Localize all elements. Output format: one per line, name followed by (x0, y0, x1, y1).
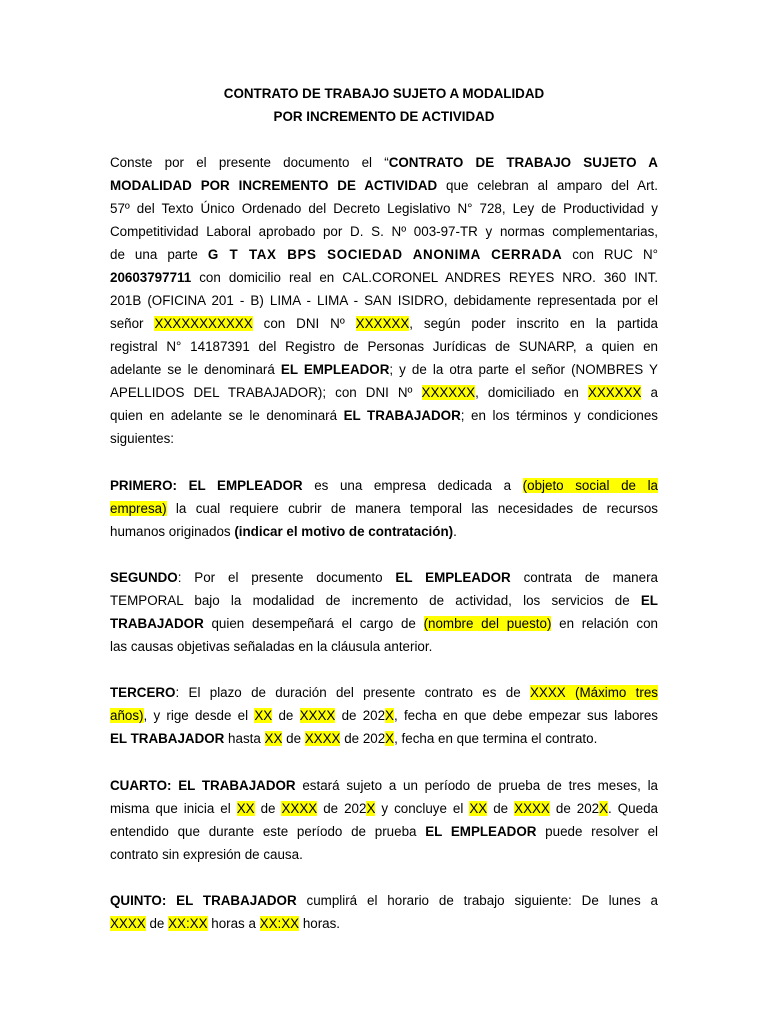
text: adelante se le denominará (110, 362, 281, 377)
trial-start-day-placeholder: XX (236, 801, 255, 816)
text: de 202 (317, 801, 367, 816)
clause-line (110, 681, 658, 704)
end-year-placeholder: X (385, 731, 395, 746)
workday-end-placeholder: XXXX (110, 916, 146, 931)
text: cumplirá el horario de trabajo siguiente: De lunes a (296, 893, 658, 908)
clause-line: las causas objetivas señaladas en la cláusula anterior. (110, 639, 433, 654)
text: de (282, 731, 305, 746)
clause-line (110, 912, 658, 935)
text: APELLIDOS DEL TRABAJADOR); con DNI Nº (110, 385, 422, 400)
text: , según poder inscrito en la partida (409, 316, 659, 331)
text: y concluye el (375, 801, 470, 816)
clause-heading: SEGUNDO (110, 570, 178, 585)
clause-line (110, 889, 658, 912)
text: de (272, 708, 300, 723)
intro-line: siguientes: (110, 431, 175, 446)
clause-line (110, 612, 658, 635)
text: estará sujeto a un período de prueba de tres meses, la (295, 778, 658, 793)
duration-placeholder: años) (110, 708, 144, 723)
representative-name-placeholder: XXXXXXXXXXX (154, 316, 253, 331)
text: ; en los términos y condiciones (460, 408, 658, 423)
text: de 202 (340, 731, 386, 746)
intro-line (110, 243, 658, 266)
text: . Queda (608, 801, 658, 816)
document-title-line-1: CONTRATO DE TRABAJO SUJETO A MODALIDAD (223, 86, 545, 101)
text: de (254, 801, 282, 816)
text: hasta (224, 731, 265, 746)
intro-line: 201B (OFICINA 201 - B) LIMA - LIMA - SAN ISIDRO, debidamente representada por el (110, 293, 658, 308)
end-day-placeholder: XX (264, 731, 283, 746)
text: contrata de manera (510, 570, 658, 585)
trial-end-day-placeholder: XX (469, 801, 488, 816)
employer-ruc: 20603797711 (110, 270, 192, 285)
text: con domicilio real en CAL.CORONEL ANDRES REYES NRO. 360 INT. (191, 270, 658, 285)
text: con DNI Nº (252, 316, 356, 331)
text: misma que inicia el (110, 801, 237, 816)
job-title-placeholder: (nombre del puesto) (423, 616, 552, 631)
business-purpose-placeholder: empresa) (110, 501, 167, 516)
clause-line (110, 520, 658, 543)
text: quien en adelante se le denominará (110, 408, 344, 423)
text: que celebran al amparo del Art. (437, 178, 658, 193)
text: es una empresa dedicada a (302, 478, 523, 493)
trial-start-month-placeholder: XXXX (281, 801, 318, 816)
clause-segundo (110, 566, 658, 658)
end-time-placeholder: XX:XX (259, 916, 300, 931)
intro-paragraph (110, 151, 658, 450)
clause-line (110, 497, 658, 520)
clause-line (110, 566, 658, 589)
text: de 202 (335, 708, 386, 723)
text: , fecha en que termina el contrato. (394, 731, 598, 746)
clause-primero (110, 474, 658, 543)
text: puede resolver el (536, 824, 658, 839)
employer-term: EL EMPLEADOR (280, 362, 390, 377)
text: , fecha en que debe empezar sus labores (393, 708, 658, 723)
business-purpose-placeholder: (objeto social de la (522, 478, 658, 493)
intro-line: registral N° 14187391 del Registro de Personas Jurídicas de SUNARP, a quien en (110, 339, 658, 354)
text: a (641, 385, 658, 400)
intro-line: 57º del Texto Único Ordenado del Decreto Legislativo N° 728, Ley de Productividad y (110, 201, 658, 216)
clause-cuarto (110, 774, 658, 866)
duration-placeholder: XXXX (Máximo tres (529, 685, 658, 700)
intro-line: Competitividad Laboral aprobado por D. S. Nº 003-97-TR y normas complementarias, (110, 224, 658, 239)
text: la cual requiere cubrir de manera temporal las necesidades de recursos (166, 501, 658, 516)
clause-heading: TERCERO (110, 685, 176, 700)
trial-end-year-placeholder: X (599, 801, 609, 816)
text: ; y de la otra parte el señor (NOMBRES Y (389, 362, 658, 377)
clause-line (110, 704, 658, 727)
intro-line (110, 266, 658, 289)
trial-start-year-placeholder: X (366, 801, 376, 816)
representative-dni-placeholder: XXXXXX (355, 316, 410, 331)
start-year-placeholder: X (385, 708, 394, 723)
text: , y rige desde el (143, 708, 255, 723)
text: entendido que durante este período de prueba (110, 824, 426, 839)
text: con RUC N° (562, 247, 659, 262)
text: de una parte (110, 247, 208, 262)
clause-line (110, 727, 658, 750)
intro-line (110, 174, 658, 197)
text: . (453, 524, 457, 539)
text: , domiciliado en (475, 385, 588, 400)
text: de 202 (549, 801, 600, 816)
hiring-reason-placeholder: (indicar el motivo de contratación) (234, 524, 454, 539)
clause-line (110, 474, 658, 497)
text: TEMPORAL bajo la modalidad de incremento de actividad, los servicios de (110, 593, 641, 608)
start-day-placeholder: XX (254, 708, 273, 723)
worker-term: EL TRABAJADOR (110, 731, 225, 746)
start-time-placeholder: XX:XX (168, 916, 208, 931)
employer-term: EL EMPLEADOR (425, 824, 537, 839)
text: : Por el presente documento (177, 570, 396, 585)
employer-company-name: G T TAX BPS SOCIEDAD ANONIMA CERRADA (207, 247, 563, 262)
clause-line (110, 774, 658, 797)
text: horas. (299, 916, 341, 931)
clause-line: contrato sin expresión de causa. (110, 847, 303, 862)
text: horas a (207, 916, 260, 931)
clause-heading: CUARTO: EL TRABAJADOR (110, 778, 296, 793)
worker-term: EL (640, 593, 658, 608)
text: : El plazo de duración del presente contrato es de (175, 685, 530, 700)
worker-term: EL TRABAJADOR (343, 408, 461, 423)
document-title-line-2: POR INCREMENTO DE ACTIVIDAD (273, 109, 495, 124)
clause-line (110, 797, 658, 820)
worker-term: TRABAJADOR (110, 616, 204, 631)
clause-line (110, 589, 658, 612)
clause-tercero (110, 681, 658, 750)
employer-term: EL EMPLEADOR (395, 570, 511, 585)
clause-heading: PRIMERO: EL EMPLEADOR (110, 478, 303, 493)
text: humanos originados (110, 524, 235, 539)
clause-line (110, 820, 658, 843)
worker-dni-placeholder: XXXXXX (421, 385, 476, 400)
contract-name-bold: CONTRATO DE TRABAJO SUJETO A (388, 155, 658, 170)
worker-address-placeholder: XXXXXX (587, 385, 642, 400)
contract-name-bold: MODALIDAD POR INCREMENTO DE ACTIVIDAD (110, 178, 438, 193)
trial-end-month-placeholder: XXXX (514, 801, 550, 816)
text: quien desempeñará el cargo de (203, 616, 424, 631)
intro-line (110, 312, 658, 335)
end-month-placeholder: XXXX (304, 731, 341, 746)
start-month-placeholder: XXXX (299, 708, 336, 723)
text: de (145, 916, 169, 931)
text: en relación con (551, 616, 658, 631)
intro-line (110, 358, 658, 381)
intro-line (110, 151, 658, 174)
intro-line (110, 381, 658, 404)
text: de (487, 801, 515, 816)
intro-line (110, 404, 658, 427)
text: Conste por el presente documento el “ (110, 155, 389, 170)
clause-quinto (110, 889, 658, 935)
clause-heading: QUINTO: EL TRABAJADOR (110, 893, 297, 908)
text: señor (110, 316, 155, 331)
